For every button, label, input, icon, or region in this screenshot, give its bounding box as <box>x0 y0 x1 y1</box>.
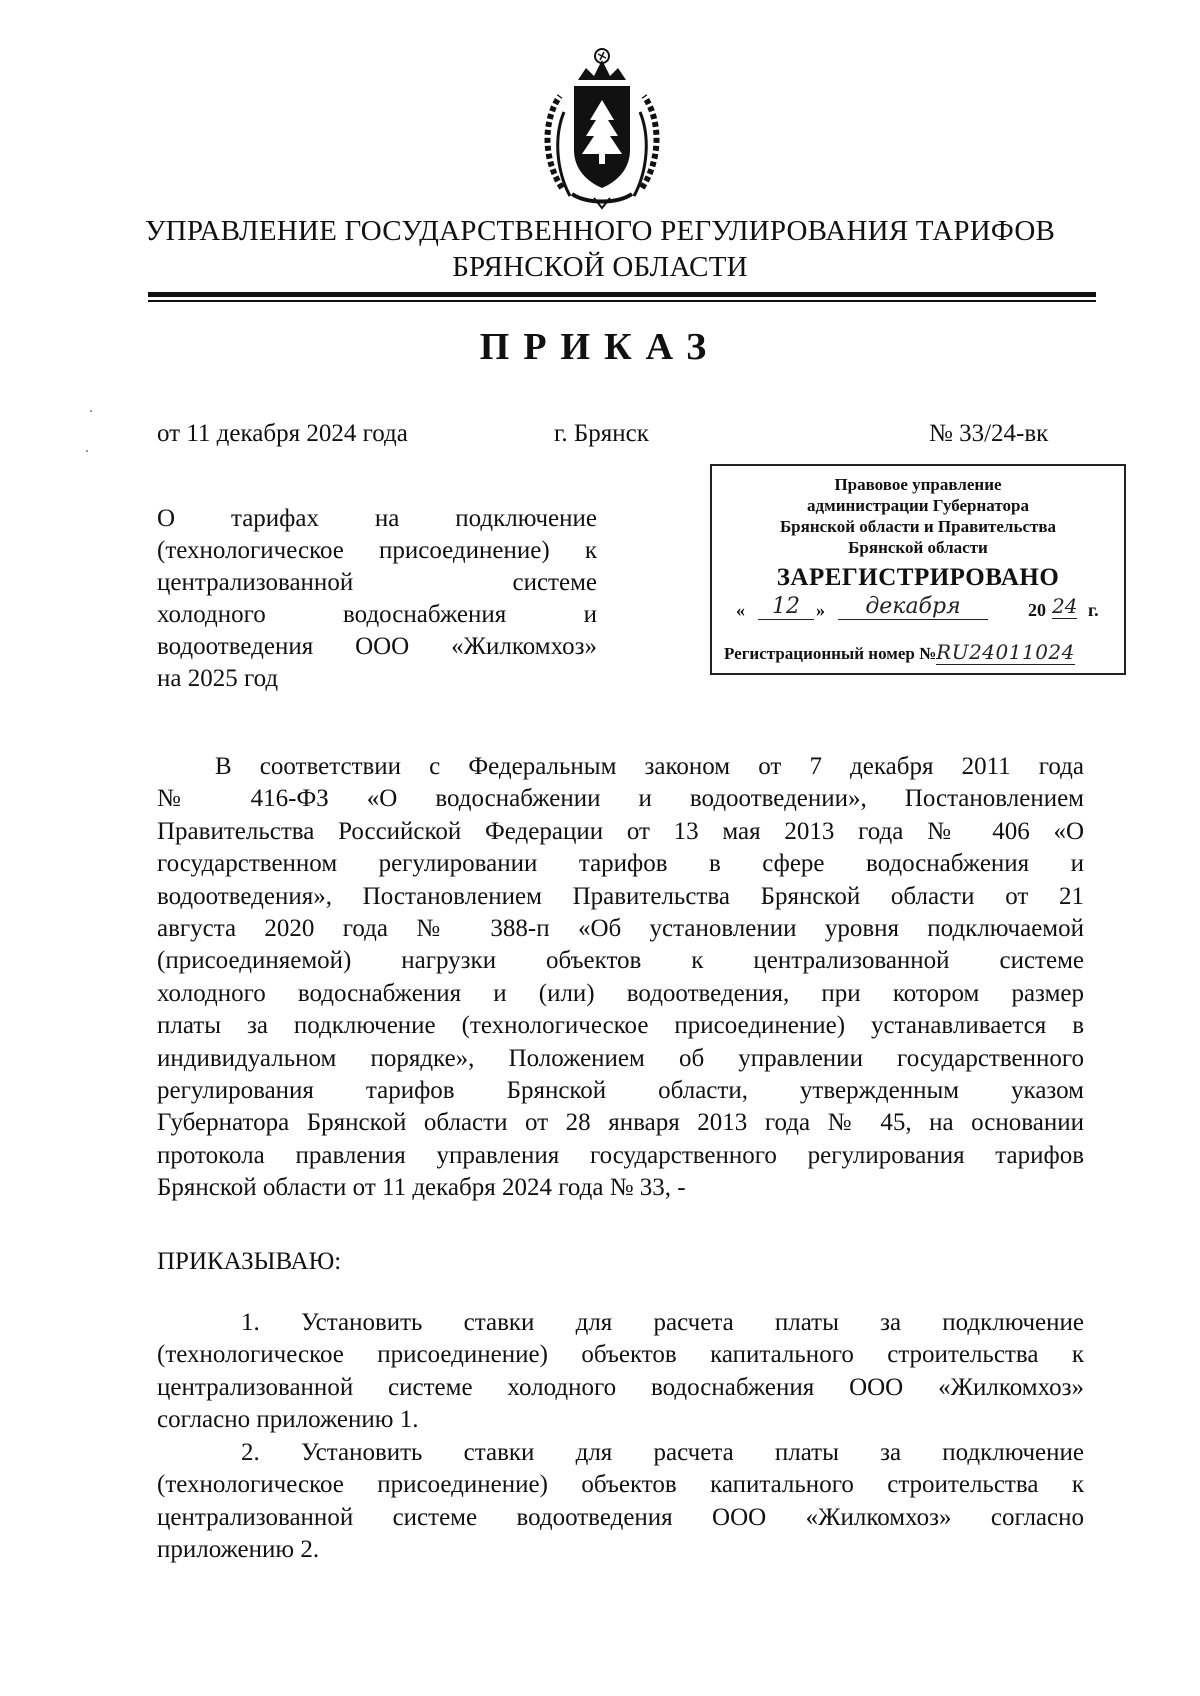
stamp-registered-label: ЗАРЕГИСТРИРОВАНО <box>776 564 1060 591</box>
stamp-year-g: г. <box>1088 600 1099 620</box>
preamble-line: (присоединяемой) нагрузки объектов к централизованной системе <box>157 947 1084 975</box>
order-item-2 <box>157 1437 1084 1567</box>
order-item-1 <box>157 1307 1084 1437</box>
preamble-line: регулирования тарифов Брянской области, утвержденным указом <box>157 1077 1084 1105</box>
document-title: ПРИКАЗ <box>479 326 721 368</box>
registration-stamp <box>710 464 1126 675</box>
organization-name-line1: УПРАВЛЕНИЕ ГОСУДАРСТВЕННОГО РЕГУЛИРОВАНИЯ ТАРИФОВ <box>144 215 1056 247</box>
preamble-line: протокола правления управления государственного регулирования тарифов <box>157 1141 1084 1169</box>
preamble-line: Брянской области от 11 декабря 2024 года № 33, - <box>157 1174 686 1202</box>
stamp-line: Брянской области и Правительства <box>779 517 1057 536</box>
preamble-line: В соответствии с Федеральным законом от 7 декабря 2011 года <box>215 753 1084 780</box>
stamp-month: декабря <box>838 594 988 620</box>
item-line: приложению 2. <box>157 1536 320 1564</box>
preamble-line: платы за подключение (технологическое присоединение) устанавливается в <box>157 1012 1084 1040</box>
preamble-line: государственном регулировании тарифов в сфере водоснабжения и <box>157 850 1084 878</box>
stamp-line: Брянской области <box>848 538 988 557</box>
preamble-line: августа 2020 года № 388-п «Об установлении уровня подключаемой <box>157 915 1084 943</box>
preamble-line: индивидуальном порядке», Положением об управлении государственного <box>157 1044 1084 1072</box>
document-subject <box>157 503 597 695</box>
item-line: централизованной системе водоотведения ООО «Жилкомхоз» согласно <box>157 1503 1084 1531</box>
stamp-quote-open: « <box>736 600 745 620</box>
preamble-line: холодного водоснабжения и (или) водоотведения, при котором размер <box>157 979 1084 1007</box>
subject-line: холодного водоснабжения и <box>157 601 597 628</box>
document-city: г. Брянск <box>554 420 649 447</box>
header-rule-thick <box>148 292 1096 297</box>
item-line: 2. Установить ставки для расчета платы за подключение <box>241 1439 1084 1466</box>
stamp-line: Правовое управление <box>834 475 1002 494</box>
scan-speck <box>86 450 88 452</box>
preamble-line: Губернатора Брянской области от 28 января 2013 года № 45, на основании <box>157 1109 1084 1137</box>
preamble-paragraph <box>157 751 1084 1205</box>
preamble-line: № 416-ФЗ «О водоснабжении и водоотведении», Постановлением <box>157 785 1084 813</box>
stamp-date-line <box>728 596 1112 626</box>
header-rule-thin <box>148 300 1096 302</box>
stamp-registration-number: RU24011024 <box>936 640 1075 664</box>
scan-speck <box>90 410 92 412</box>
subject-line: (технологическое присоединение) к <box>157 537 597 564</box>
stamp-quote-close: » <box>816 600 825 620</box>
subject-line: на 2025 год <box>157 665 279 692</box>
stamp-registration-label: Регистрационный номер № <box>724 644 937 663</box>
stamp-registration-number-line <box>724 640 1120 664</box>
stamp-year-prefix: 20 <box>1028 600 1046 620</box>
subject-line: водоотведения ООО «Жилкомхоз» <box>157 633 597 660</box>
organization-name-line2: БРЯНСКОЙ ОБЛАСТИ <box>452 251 748 283</box>
preamble-line: водоотведения», Постановлением Правительства Брянской области от 21 <box>157 882 1084 910</box>
decree-heading: ПРИКАЗЫВАЮ: <box>157 1248 342 1275</box>
preamble-line: Правительства Российской Федерации от 13 мая 2013 года № 406 «О <box>157 817 1084 845</box>
coat-of-arms-icon <box>542 38 662 210</box>
stamp-line: администрации Губернатора <box>807 496 1029 515</box>
subject-line: О тарифах на подключение <box>157 505 597 532</box>
item-line: (технологическое присоединение) объектов капитального строительства к <box>157 1471 1084 1499</box>
document-number: № 33/24-вк <box>929 420 1049 447</box>
item-line: централизованной системе холодного водоснабжения ООО «Жилкомхоз» <box>157 1373 1084 1401</box>
stamp-day: 12 <box>758 594 814 620</box>
document-date: от 11 декабря 2024 года <box>157 420 408 447</box>
item-line: (технологическое присоединение) объектов капитального строительства к <box>157 1341 1084 1369</box>
subject-line: централизованной системе <box>157 569 597 596</box>
item-line: 1. Установить ставки для расчета платы за подключение <box>241 1309 1084 1336</box>
item-line: согласно приложению 1. <box>157 1406 419 1434</box>
stamp-year-suffix: 24 <box>1052 594 1078 618</box>
